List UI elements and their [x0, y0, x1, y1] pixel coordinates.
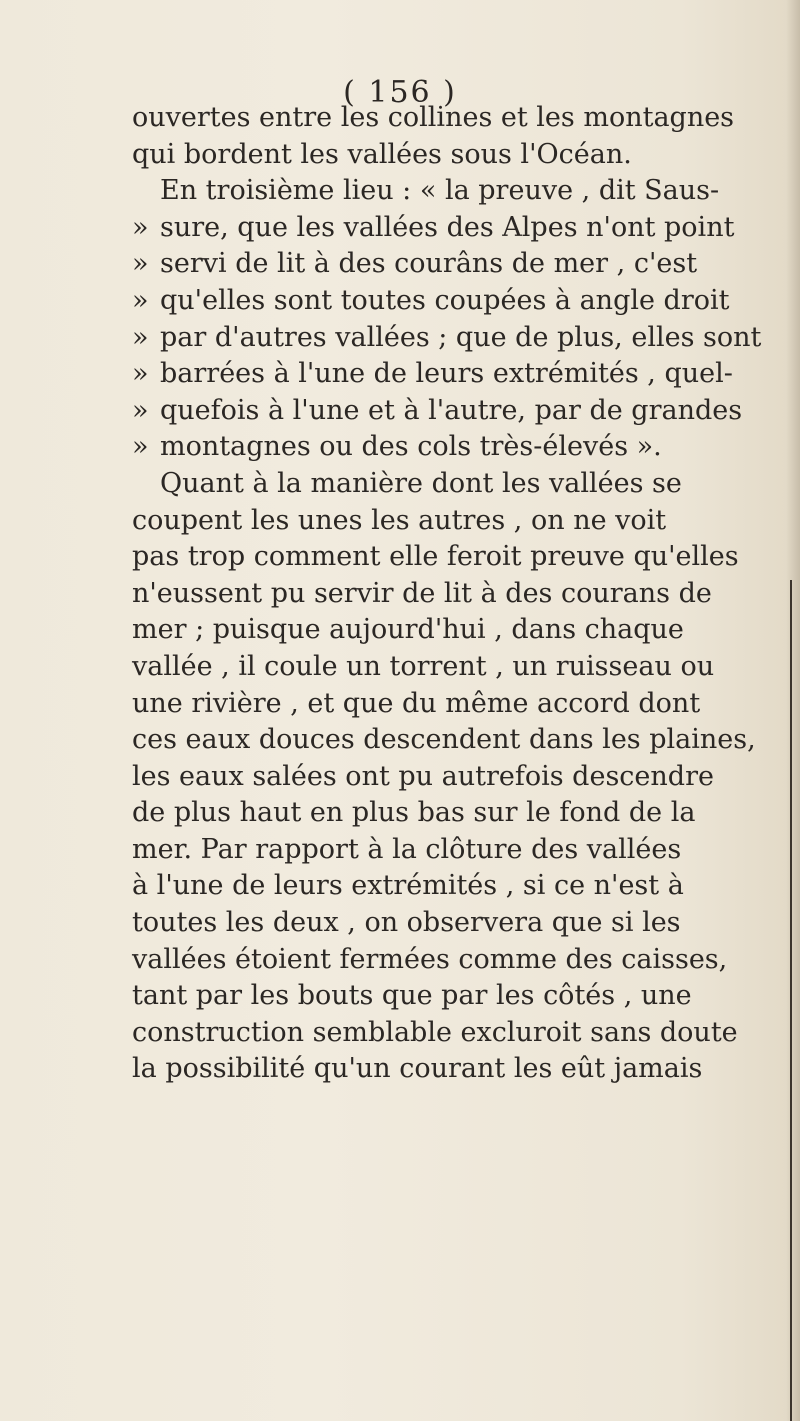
- text-line-27: la possibilité qu'un courant les eût jamais: [132, 1053, 703, 1085]
- text-line-21: mer. Par rapport à la clôture des vallées: [132, 833, 682, 865]
- text-line-8: » barrées à l'une de leurs extrémités , quel-: [132, 356, 788, 393]
- text-line-26: construction semblable excluroit sans doute: [132, 1016, 738, 1048]
- text-line-25: tant par les bouts que par les côtés , une: [132, 980, 692, 1012]
- text-line-11: Quant à la manière dont les vallées se: [160, 467, 682, 499]
- quote-mark: »: [132, 284, 149, 316]
- text-line-5: » servi de lit à des courâns de mer , c'est: [132, 246, 788, 283]
- text-line-16: vallée , il coule un torrent , un ruisseau ou: [132, 650, 715, 682]
- text-line-24: vallées étoient fermées comme des caisses,: [132, 943, 728, 975]
- text-line-20: de plus haut en plus bas sur le fond de la: [132, 797, 696, 829]
- text-line-3: En troisième lieu : « la preuve , dit Saus-: [160, 175, 720, 207]
- text-line-15: mer ; puisque aujourd'hui , dans chaque: [132, 614, 684, 646]
- text-line-12: coupent les unes les autres , on ne voit: [132, 504, 667, 536]
- quote-mark: »: [132, 211, 149, 243]
- text-line-9: » quefois à l'une et à l'autre, par de grandes: [132, 393, 788, 430]
- page-edge-shadow: [786, 0, 800, 1421]
- quote-mark: »: [132, 358, 149, 390]
- text-line-14: n'eussent pu servir de lit à des courans de: [132, 577, 712, 609]
- text-line-18: ces eaux douces descendent dans les plaines,: [132, 724, 756, 756]
- text-line-6: » qu'elles sont toutes coupées à angle droit: [132, 283, 788, 320]
- page-header: ( 156 ): [343, 75, 457, 110]
- text-line-7: » par d'autres vallées ; que de plus, elles sont: [132, 320, 788, 357]
- text-line-4: » sure, que les vallées des Alpes n'ont point: [132, 210, 788, 247]
- text-line-22: à l'une de leurs extrémités , si ce n'est à: [132, 870, 684, 902]
- text-line-10: » montagnes ou des cols très-élevés ».: [132, 429, 788, 466]
- quote-mark: »: [132, 394, 149, 426]
- text-line-1: ouvertes entre les collines et les montagnes: [132, 102, 735, 133]
- quote-mark: »: [132, 431, 149, 463]
- body-text: [132, 100, 788, 1088]
- text-line-19: les eaux salées ont pu autrefois descendre: [132, 760, 714, 792]
- text-line-23: toutes les deux , on observera que si les: [132, 907, 681, 939]
- text-line-13: pas trop comment elle feroit preuve qu'elles: [132, 541, 739, 573]
- quote-mark: »: [132, 248, 149, 280]
- text-line-17: une rivière , et que du même accord dont: [132, 687, 701, 719]
- quote-mark: »: [132, 321, 149, 353]
- text-line-2: qui bordent les vallées sous l'Océan.: [132, 138, 632, 170]
